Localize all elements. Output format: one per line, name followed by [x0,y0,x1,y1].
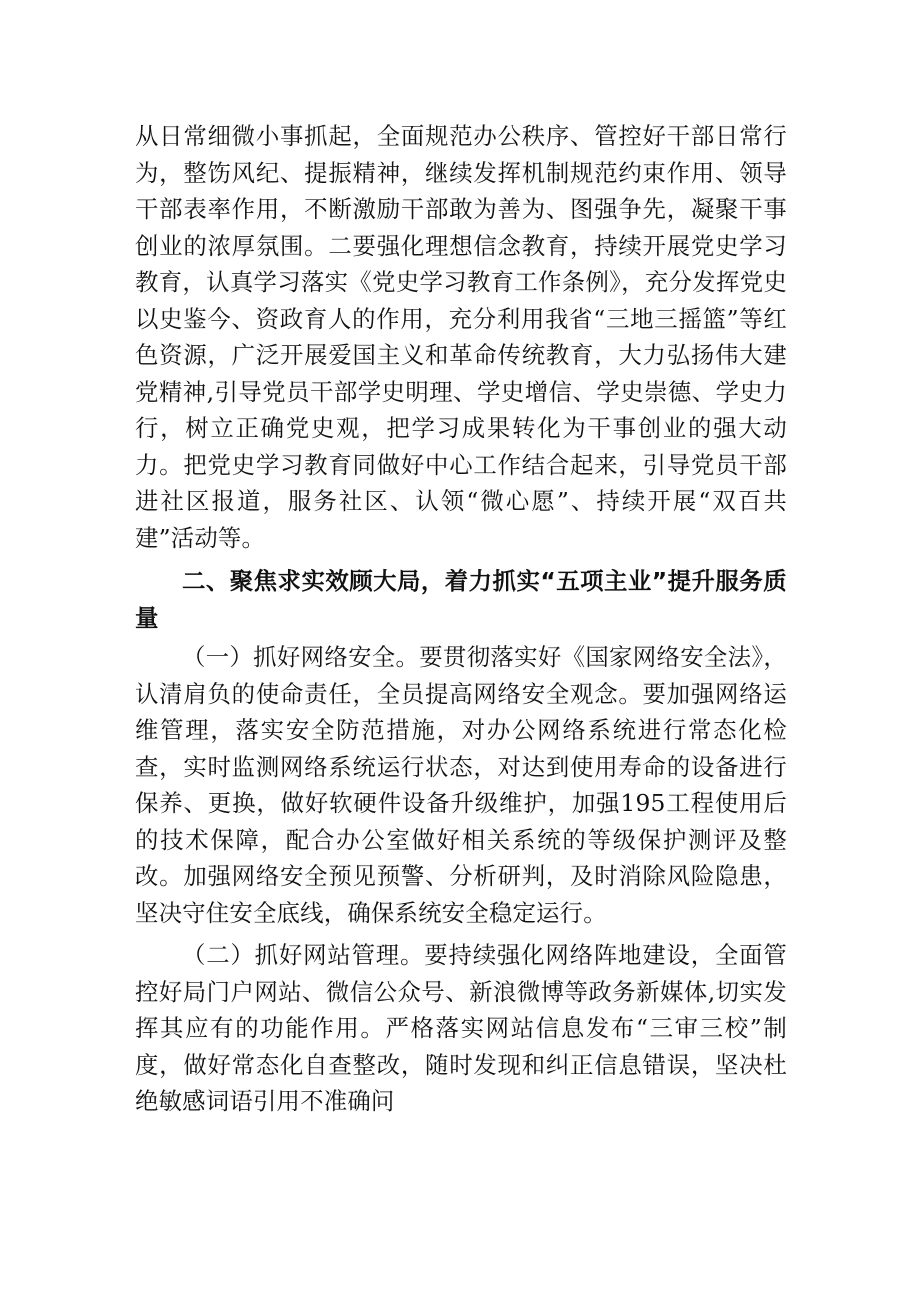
section-heading: 二、聚焦求实效顾大局，着力抓实“五项主业”提升服务质量 [135,567,787,632]
body-paragraph: 从日常细微小事抓起，全面规范办公秩序、管控好干部日常行为，整饬风纪、提振精神，继续发挥机制规范约束作用、领导干部表率作用，不断激励干部敢为善为、图强争先，凝聚干事创业的浓厚氛围。二要强化理想信念教育，持续开展党史学习教育，认真学习落实《党史学习教育工作条例》，充分发挥党史以史鉴今、资政育人的作用，充分利用我省“三地三摇篮”等红色资源，广泛开展爱国主义和革命传统教育，大力弘扬伟大建党精神,引导党员干部学史明理、学史增信、学史崇德、学史力行，树立正确党史观，把学习成果转化为干事创业的强大动力。把党史学习教育同做好中心工作结合起来，引导党员干部进社区报道，服务社区、认领“微心愿”、持续开展“双百共建”活动等。 [135,122,787,552]
body-paragraph: （一）抓好网络安全。要贯彻落实好《国家网络安全法》，认清肩负的使命责任，全员提高网络安全观念。要加强网络运维管理，落实安全防范措施，对办公网络系统进行常态化检查，实时监测网络系统运行状态，对达到使用寿命的设备进行保养、更换，做好软硬件设备升级维护，加强195工程使用后的技术保障，配合办公室做好相关系统的等级保护测评及整改。加强网络安全预见预警、分析研判，及时消除风险隐患，坚决守住安全底线，确保系统安全稳定运行。 [135,643,787,927]
body-paragraph: （二）抓好网站管理。要持续强化网络阵地建设，全面管控好局门户网站、微信公众号、新浪微博等政务新媒体,切实发挥其应有的功能作用。严格落实网站信息发布“三审三校”制度，做好常态化自查整改，随时发现和纠正信息错误，坚决杜绝敏感词语引用不准确问 [135,941,787,1115]
document-page [135,118,787,1120]
